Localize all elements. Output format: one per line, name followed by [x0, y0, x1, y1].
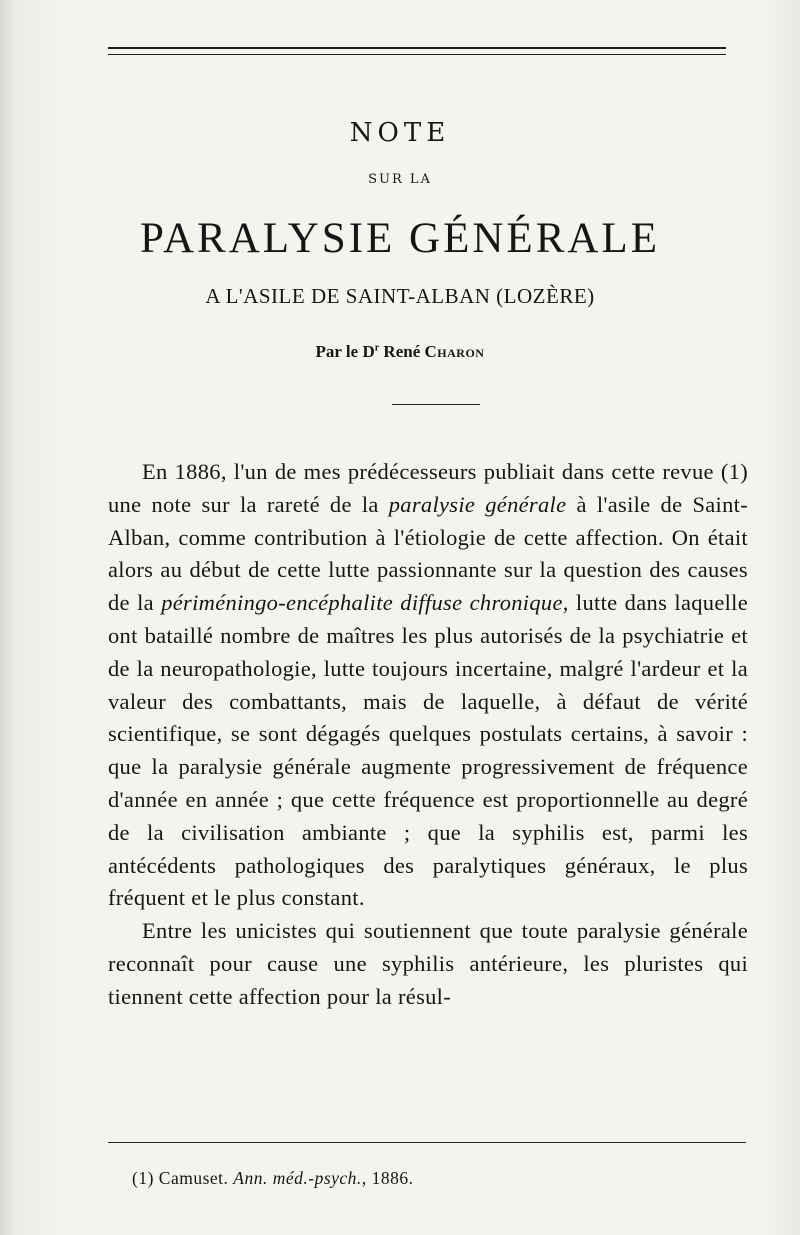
footnote-rule — [108, 1142, 746, 1143]
header-rule-thin — [108, 54, 726, 55]
footnote-year: , 1886. — [361, 1168, 414, 1188]
header-rule-thick — [108, 47, 726, 49]
text-run: Entre les unicistes qui soutiennent que toute paralysie générale reconnaît pour cause une syphilis antérieure, les pluristes qui tiennent cette affection pour la résul- — [108, 918, 748, 1009]
text-run: à l'asile de Saint-Alban, comme contribution à l'étiologie de cette affection. On était alors au début de cette lutte passionnante sur la question des causes de la — [108, 491, 748, 616]
byline-prefix: Par le D — [315, 342, 375, 361]
byline-name: René — [383, 342, 421, 361]
sur-la-heading: SUR LA — [368, 172, 432, 187]
text-run: En 1886, l'un de mes prédécesseurs publiait dans cette revue (1) une note sur la rareté de la — [108, 459, 748, 517]
author-byline — [0, 342, 800, 362]
byline-sup: r — [374, 342, 380, 354]
footnote-marker: (1) — [132, 1168, 154, 1188]
footnote-journal: Ann. méd.-psych. — [233, 1168, 362, 1188]
title-separator — [392, 404, 480, 405]
article-subtitle: A L'ASILE DE SAINT-ALBAN (LOZÈRE) — [205, 284, 595, 308]
italic-term: périméningo-encéphalite diffuse chronique — [161, 590, 563, 616]
byline-surname: Charon — [424, 342, 485, 361]
text-run: , lutte dans laquelle ont bataillé nombre de maîtres les plus autorisés de la psychiatrie et de la neuropathologie, lutte toujours incertaine, malgré l'ardeur et la valeur des combattants, mais de laquelle, à défaut de vérité scientifique, se sont dégagés quelques postulats certains, à savoir : que la paralysie générale augmente progressivement de fréquence d'année en année ; que cette fréquence est proportionnelle au degré de la civilisation ambiante ; que la syphilis est, parmi les antécédents pathologiques des paralytiques généraux, le plus fréquent et le plus constant. — [108, 590, 749, 911]
article-body — [108, 456, 748, 1014]
footnote-author: Camuset. — [158, 1168, 229, 1188]
body-paragraph — [108, 915, 748, 1013]
article-title: PARALYSIE GÉNÉRALE — [140, 215, 660, 262]
note-heading: NOTE — [349, 118, 451, 148]
italic-term: paralysie générale — [388, 491, 567, 517]
body-paragraph — [108, 456, 748, 915]
footnote — [132, 1168, 413, 1189]
